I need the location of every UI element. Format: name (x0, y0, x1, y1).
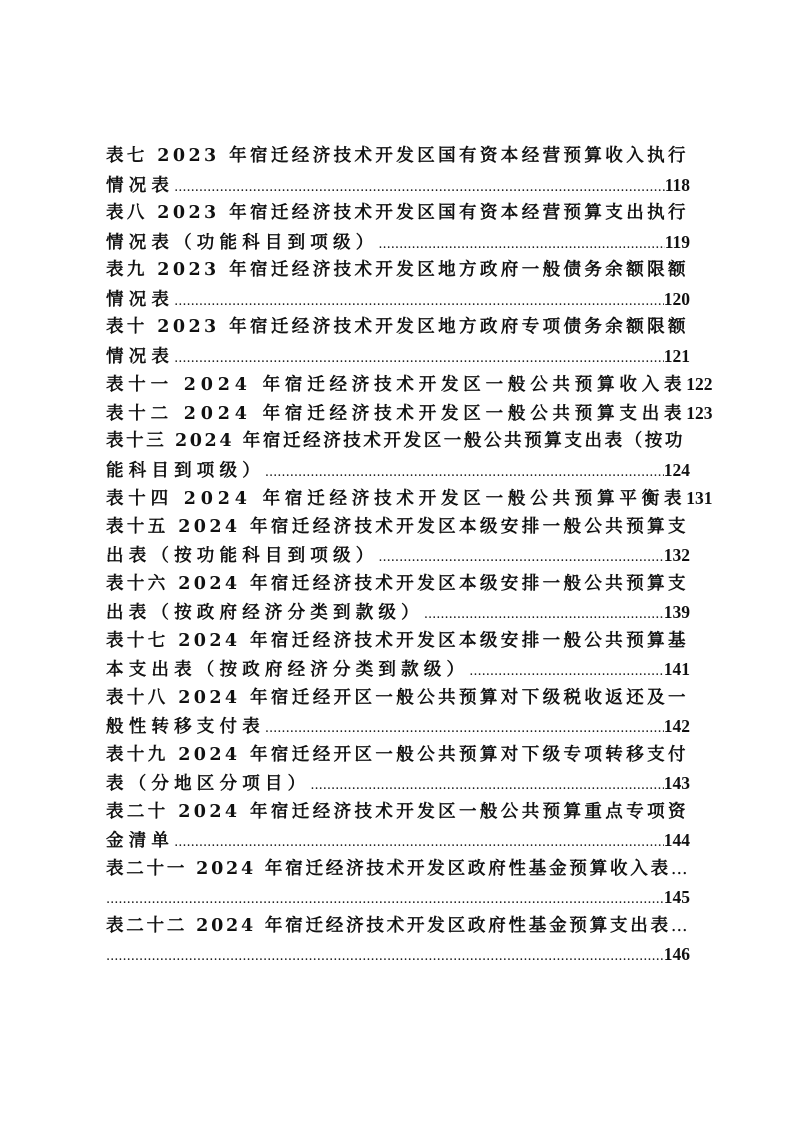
toc-entry[interactable] (106, 513, 690, 570)
toc-leader-dots (174, 829, 664, 858)
toc-entry-title-text: 表二十二 2024 年宿迁经济技术开发区政府性基金预算支出表 (106, 915, 671, 936)
toc-leader-dots (174, 345, 664, 374)
toc-leader-dots (106, 943, 664, 972)
toc-entry[interactable] (106, 199, 690, 256)
toc-entry-title-text: 表八 2023 年宿迁经济技术开发区国有资本经营预算支出执行 (106, 203, 689, 223)
toc-entry[interactable] (106, 741, 690, 798)
toc-entry-title-cont: 出表（按政府经济分类到款级） (106, 603, 424, 623)
toc-entry[interactable] (106, 798, 690, 855)
table-of-contents (106, 142, 713, 969)
toc-entry-title: 表十二 2024 年宿迁经济技术开发区一般公共预算支出表 (106, 403, 687, 424)
toc-entry-title (106, 855, 690, 884)
toc-page-number: 144 (663, 830, 690, 850)
toc-entry-title-cont: 能科目到项级） (106, 460, 265, 481)
toc-entry-title-cont: 本支出表（按政府经济分类到款级） (106, 660, 470, 680)
toc-entry-trailing-dots: ... (670, 915, 688, 936)
toc-page-number: 139 (663, 602, 690, 622)
toc-entry[interactable] (106, 855, 690, 912)
toc-page-number: 119 (664, 231, 690, 252)
toc-entry-title (106, 684, 690, 713)
toc-page-number: 142 (663, 716, 690, 736)
toc-entry[interactable] (106, 399, 713, 428)
toc-entry-title-cont: 表（分地区分项目） (106, 774, 311, 794)
toc-entry[interactable] (106, 684, 690, 741)
toc-entry-title (106, 427, 690, 456)
toc-entry-title-text: 表十三 2024 年宿迁经济技术开发区一般公共预算支出表（按功 (106, 431, 685, 451)
toc-page-number: 145 (663, 887, 690, 907)
toc-page-number: 124 (663, 459, 690, 480)
toc-entry-trailing-dots: ... (670, 858, 688, 879)
toc-entry-title-text: 表十九 2024 年宿迁经开区一般公共预算对下级专项转移支付 (106, 744, 689, 765)
toc-entry-title (106, 570, 690, 599)
toc-page-number: 121 (663, 345, 690, 366)
toc-entry-title-text: 表十七 2024 年宿迁经济技术开发区本级安排一般公共预算基 (106, 630, 689, 651)
toc-entry[interactable] (106, 484, 713, 513)
toc-leader-dots (469, 658, 664, 687)
toc-leader-dots (265, 715, 664, 744)
toc-entry-title (106, 912, 690, 941)
toc-entry-title-cont: 情况表（功能科目到项级） (106, 232, 379, 253)
toc-page-number: 120 (663, 288, 690, 309)
toc-entry-title-text: 表十五 2024 年宿迁经济技术开发区本级安排一般公共预算支 (106, 516, 689, 537)
toc-entry-title-cont: 情况表 (106, 346, 175, 367)
toc-entry[interactable] (106, 570, 690, 627)
toc-entry-title: 表十四 2024 年宿迁经济技术开发区一般公共预算平衡表 (106, 489, 687, 509)
toc-leader-dots (310, 772, 663, 801)
toc-entry-title-text: 表十八 2024 年宿迁经开区一般公共预算对下级税收返还及一 (106, 687, 689, 708)
toc-page-number: 118 (664, 174, 690, 195)
toc-page-number: 131 (686, 488, 713, 508)
toc-entry-title-text: 表九 2023 年宿迁经济技术开发区地方政府一般债务余额限额 (106, 260, 689, 280)
toc-page-number: 141 (663, 659, 690, 679)
toc-entry-title (106, 798, 690, 827)
toc-entry-title (106, 142, 690, 171)
toc-leader-dots (378, 544, 663, 573)
toc-entry[interactable] (106, 627, 690, 684)
toc-entry-title: 表十一 2024 年宿迁经济技术开发区一般公共预算收入表 (106, 375, 687, 395)
toc-entry-title (106, 199, 690, 228)
toc-entry-title-text: 表二十 2024 年宿迁经济技术开发区一般公共预算重点专项资 (106, 801, 689, 822)
toc-entry[interactable] (106, 256, 690, 313)
toc-entry-title (106, 513, 690, 542)
toc-leader-dots (174, 288, 664, 317)
toc-entry-title-cont: 出表（按功能科目到项级） (106, 546, 379, 566)
toc-leader-dots (378, 231, 664, 260)
toc-entry-title-cont: 般性转移支付表 (106, 717, 265, 737)
toc-page-number: 143 (663, 773, 690, 793)
toc-page-number: 132 (663, 545, 690, 565)
toc-entry-title-cont: 情况表 (106, 289, 175, 310)
toc-entry-title-cont: 情况表 (106, 175, 175, 196)
toc-entry[interactable] (106, 142, 690, 199)
toc-page-number: 123 (686, 402, 713, 423)
toc-entry-title (106, 627, 690, 656)
toc-entry[interactable] (106, 427, 690, 484)
toc-entry-title (106, 256, 690, 285)
toc-page-number: 122 (686, 374, 713, 394)
toc-entry-title-text: 表十六 2024 年宿迁经济技术开发区本级安排一般公共预算支 (106, 573, 689, 594)
toc-entry[interactable] (106, 912, 690, 969)
toc-leader-dots (106, 886, 664, 915)
toc-entry-title-text: 表十 2023 年宿迁经济技术开发区地方政府专项债务余额限额 (106, 317, 689, 337)
toc-page-number: 146 (663, 944, 690, 964)
toc-entry-title (106, 313, 690, 342)
toc-leader-dots (265, 459, 664, 488)
toc-leader-dots (174, 174, 665, 203)
toc-entry-title-text: 表七 2023 年宿迁经济技术开发区国有资本经营预算收入执行 (106, 146, 689, 166)
toc-leader-dots (424, 601, 664, 630)
toc-entry[interactable] (106, 370, 713, 399)
toc-entry-title (106, 741, 690, 770)
toc-entry-title-cont: 金清单 (106, 831, 175, 851)
toc-entry-title-text: 表二十一 2024 年宿迁经济技术开发区政府性基金预算收入表 (106, 858, 671, 879)
toc-entry[interactable] (106, 313, 690, 370)
